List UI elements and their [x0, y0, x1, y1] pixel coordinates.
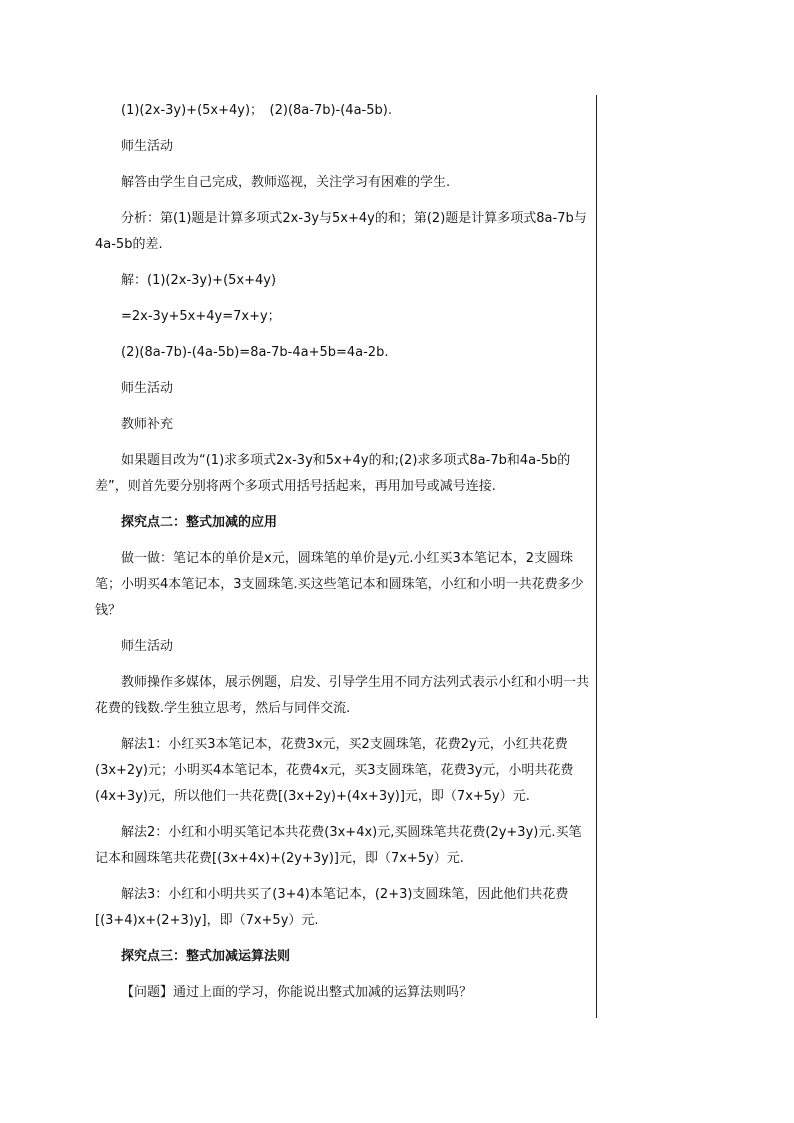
- analysis-paragraph: 分析：第(1)题是计算多项式2x-3y与5x+4y的和；第(2)题是计算多项式8a-7b与4a-5b的差.: [95, 211, 587, 252]
- teacher-supplement-label: 教师补充: [121, 417, 174, 432]
- activity-label: 师生活动: [121, 381, 174, 396]
- try-it-paragraph: 做一做：笔记本的单价是x元，圆珠笔的单价是y元.小红买3本笔记本，2支圆珠笔；小明买4本笔记本，3支圆珠笔.买这些笔记本和圆珠笔，小红和小明一共花费多少钱？: [95, 551, 584, 618]
- table-border-line: [596, 95, 597, 1018]
- supplement-paragraph: 如果题目改为“(1)求多项式2x-3y和5x+4y的和;(2)求多项式8a-7b和4a-5b的差”，则首先要分别将两个多项式用括号括起来，再用加号或减号连接.: [95, 453, 571, 494]
- activity-label: 师生活动: [121, 139, 174, 154]
- section-heading: 探究点三：整式加减运算法则: [121, 949, 291, 964]
- solution-line-1: 解：(1)(2x-3y)+(5x+4y): [121, 273, 277, 288]
- activity-label: 师生活动: [121, 639, 174, 654]
- teacher-operation-paragraph: 教师操作多媒体，展示例题，启发、引导学生用不同方法列式表示小红和小明一共花费的钱数.学生独立思考，然后与同伴交流.: [95, 675, 590, 716]
- lesson-content: [95, 98, 590, 1006]
- section-heading: 探究点二：整式加减的应用: [121, 515, 278, 530]
- activity-description: 解答由学生自己完成，教师巡视，关注学习有困难的学生.: [121, 175, 451, 190]
- method-2-paragraph: 解法2：小红和小明买笔记本共花费(3x+4x)元,买圆珠笔共花费(2y+3y)元.买笔记本和圆珠笔共花费[(3x+4x)+(2y+3y)]元，即（7x+5y）元.: [95, 825, 582, 866]
- method-3-paragraph: 解法3：小红和小明共买了(3+4)本笔记本，(2+3)支圆珠笔，因此他们共花费[(3+4)x+(2+3)y]，即（7x+5y）元.: [95, 887, 569, 928]
- solution-line-3: (2)(8a-7b)-(4a-5b)=8a-7b-4a+5b=4a-2b.: [121, 345, 389, 360]
- question-paragraph: 【问题】通过上面的学习，你能说出整式加减的运算法则吗？: [121, 985, 473, 1000]
- method-1-paragraph: 解法1：小红买3本笔记本，花费3x元，买2支圆珠笔，花费2y元，小红共花费(3x+2y)元；小明买4本笔记本，花费4x元，买3支圆珠笔，花费3y元，小明共花费(4x+3y)元，所以他们一共花费[(3x+2y)+(4x+3y)]元，即（7x+5y）元.: [95, 737, 574, 804]
- exercise-problems: (1)(2x-3y)+(5x+4y)； (2)(8a-7b)-(4a-5b).: [121, 103, 392, 118]
- solution-line-2: =2x-3y+5x+4y=7x+y；: [121, 309, 281, 324]
